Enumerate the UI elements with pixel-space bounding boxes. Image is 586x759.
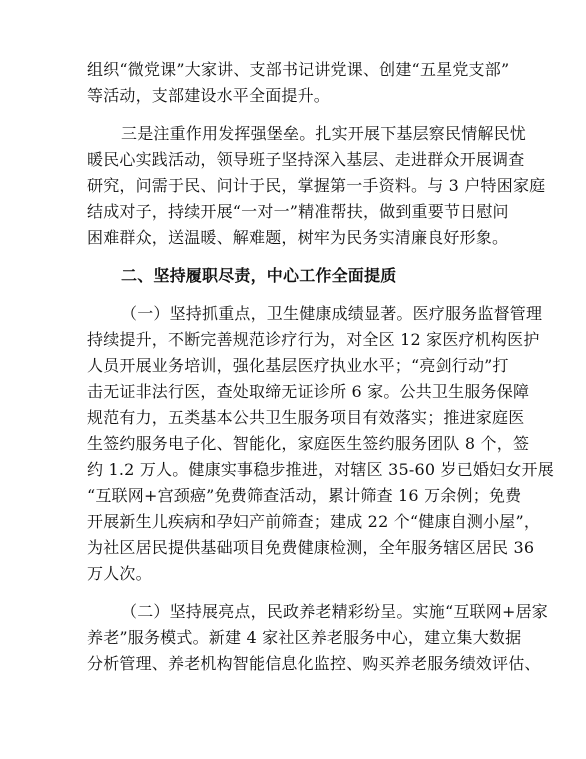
text-line: 约 1.2 万人。健康实事稳步推进，对辖区 35-60 岁已婚妇女开展 xyxy=(87,460,554,479)
document-body xyxy=(87,57,554,689)
text-line: 组织“微党课”大家讲、支部书记讲党课、创建“五星党支部” xyxy=(87,60,510,79)
text-line: 持续提升，不断完善规范诊疗行为，对全区 12 家医疗机构医护 xyxy=(87,330,540,349)
paragraph-party-lecture xyxy=(87,57,510,109)
text-line: 结成对子，持续开展“一对一”精准帮扶，做到重要节日慰问 xyxy=(87,202,509,221)
text-line: 规范有力，五类基本公共卫生服务项目有效落实；推进家庭医 xyxy=(87,408,525,427)
heading-text: 二、坚持履职尽责，中心工作全面提质 xyxy=(121,266,397,285)
text-line: （一）坚持抓重点，卫生健康成绩显著。医疗服务监督管理 xyxy=(121,304,543,323)
text-line: 困难群众，送温暖、解难题，树牢为民务实清廉良好形象。 xyxy=(87,228,509,247)
text-line: 为社区居民提供基础项目免费健康检测，全年服务辖区居民 36 xyxy=(87,538,535,557)
text-line: 击无证非法行医，查处取缔无证诊所 6 家。公共卫生服务保障 xyxy=(87,382,530,401)
text-line: 开展新生儿疾病和孕妇产前筛查；建成 22 个“健康自测小屋”， xyxy=(87,512,541,531)
text-line: （二）坚持展亮点，民政养老精彩纷呈。实施“互联网+居家 xyxy=(121,602,548,621)
text-line: 万人次。 xyxy=(87,564,152,583)
text-line: 三是注重作用发挥强堡垒。扎实开展下基层察民情解民忧 xyxy=(121,124,527,143)
paragraph-elderly-care xyxy=(87,599,548,677)
text-line: “互联网+宫颈癌”免费筛查活动，累计筛查 16 万余例；免费 xyxy=(87,486,522,505)
paragraph-health-work xyxy=(87,301,554,587)
text-line: 研究，问需于民、问计于民，掌握第一手资料。与 3 户特困家庭 xyxy=(87,176,546,195)
text-line: 分析管理、养老机构智能信息化监控、购买养老服务绩效评估、 xyxy=(87,654,541,673)
text-line: 生签约服务电子化、智能化，家庭医生签约服务团队 8 个，签 xyxy=(87,434,530,453)
section-heading xyxy=(87,263,501,289)
text-line: 养老”服务模式。新建 4 家社区养老服务中心，建立集大数据 xyxy=(87,628,522,647)
text-line: 暖民心实践活动，领导班子坚持深入基层、走进群众开展调查 xyxy=(87,150,525,169)
text-line: 等活动，支部建设水平全面提升。 xyxy=(87,86,331,105)
paragraph-fortress-role xyxy=(87,121,546,251)
text-line: 人员开展业务培训，强化基层医疗执业水平；“亮剑行动”打 xyxy=(87,356,509,375)
